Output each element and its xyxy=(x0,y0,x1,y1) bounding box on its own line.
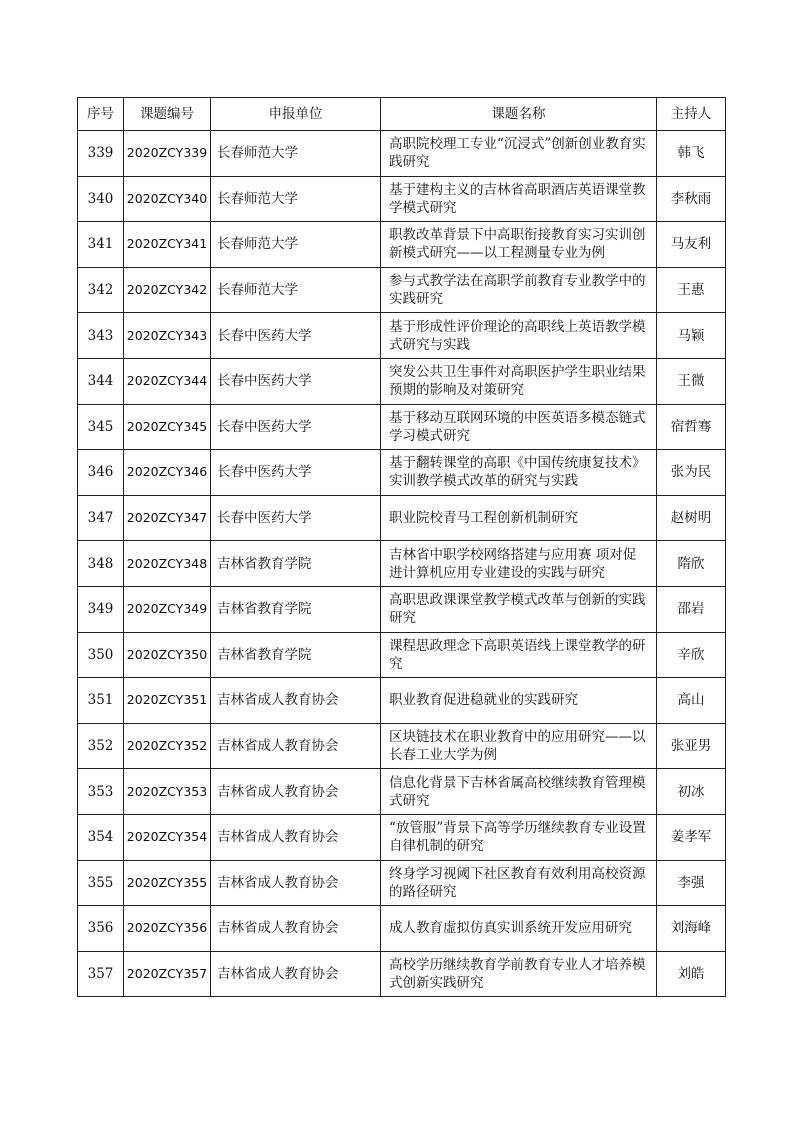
cell-unit: 吉林省教育学院 xyxy=(211,541,381,587)
cell-host: 高山 xyxy=(657,678,726,724)
cell-title: 基于形成性评价理论的高职线上英语教学模式研究与实践 xyxy=(381,313,657,359)
cell-seq: 354 xyxy=(78,814,124,860)
cell-seq: 346 xyxy=(78,450,124,496)
cell-code: 2020ZCY356 xyxy=(124,906,211,952)
cell-seq: 339 xyxy=(78,131,124,177)
table-row xyxy=(78,450,726,496)
cell-title: 课程思政理念下高职英语线上课堂教学的研究 xyxy=(381,632,657,678)
cell-title: 基于建构主义的吉林省高职酒店英语课堂教学模式研究 xyxy=(381,176,657,222)
cell-title: 信息化背景下吉林省属高校继续教育管理模式研究 xyxy=(381,769,657,815)
cell-seq: 349 xyxy=(78,586,124,632)
table-row xyxy=(78,176,726,222)
cell-seq: 353 xyxy=(78,769,124,815)
cell-host: 姜孝军 xyxy=(657,814,726,860)
cell-unit: 吉林省成人教育协会 xyxy=(211,906,381,952)
cell-unit: 长春师范大学 xyxy=(211,267,381,313)
project-table-container xyxy=(77,97,725,997)
cell-unit: 吉林省教育学院 xyxy=(211,632,381,678)
cell-seq: 341 xyxy=(78,222,124,268)
cell-code: 2020ZCY353 xyxy=(124,769,211,815)
cell-code: 2020ZCY345 xyxy=(124,404,211,450)
table-row xyxy=(78,951,726,997)
cell-seq: 344 xyxy=(78,358,124,404)
cell-title: “放管服”背景下高等学历继续教育专业设置自律机制的研究 xyxy=(381,814,657,860)
cell-title: 参与式教学法在高职学前教育专业教学中的实践研究 xyxy=(381,267,657,313)
cell-host: 李秋雨 xyxy=(657,176,726,222)
table-row xyxy=(78,267,726,313)
cell-host: 马颖 xyxy=(657,313,726,359)
header-code: 课题编号 xyxy=(124,98,211,131)
cell-host: 辛欣 xyxy=(657,632,726,678)
cell-unit: 吉林省成人教育协会 xyxy=(211,678,381,724)
table-row xyxy=(78,906,726,952)
cell-unit: 长春师范大学 xyxy=(211,131,381,177)
cell-code: 2020ZCY339 xyxy=(124,131,211,177)
cell-code: 2020ZCY354 xyxy=(124,814,211,860)
cell-title: 成人教育虚拟仿真实训系统开发应用研究 xyxy=(381,906,657,952)
table-row xyxy=(78,814,726,860)
cell-title: 高职院校理工专业“沉浸式”创新创业教育实践研究 xyxy=(381,131,657,177)
cell-seq: 340 xyxy=(78,176,124,222)
cell-unit: 吉林省成人教育协会 xyxy=(211,860,381,906)
header-host: 主持人 xyxy=(657,98,726,131)
cell-title: 突发公共卫生事件对高职医护学生职业结果预期的影响及对策研究 xyxy=(381,358,657,404)
cell-unit: 长春中医药大学 xyxy=(211,495,381,541)
table-row xyxy=(78,404,726,450)
cell-host: 刘海峰 xyxy=(657,906,726,952)
cell-seq: 352 xyxy=(78,723,124,769)
cell-code: 2020ZCY350 xyxy=(124,632,211,678)
cell-host: 王惠 xyxy=(657,267,726,313)
cell-unit: 吉林省成人教育协会 xyxy=(211,723,381,769)
cell-seq: 345 xyxy=(78,404,124,450)
table-body xyxy=(78,131,726,997)
cell-seq: 356 xyxy=(78,906,124,952)
cell-host: 刘皓 xyxy=(657,951,726,997)
cell-title: 区块链技术在职业教育中的应用研究——以长春工业大学为例 xyxy=(381,723,657,769)
cell-unit: 吉林省成人教育协会 xyxy=(211,769,381,815)
cell-unit: 长春师范大学 xyxy=(211,222,381,268)
cell-code: 2020ZCY343 xyxy=(124,313,211,359)
cell-seq: 351 xyxy=(78,678,124,724)
cell-host: 邵岩 xyxy=(657,586,726,632)
table-row xyxy=(78,358,726,404)
header-seq: 序号 xyxy=(78,98,124,131)
cell-unit: 吉林省教育学院 xyxy=(211,586,381,632)
cell-code: 2020ZCY344 xyxy=(124,358,211,404)
cell-seq: 347 xyxy=(78,495,124,541)
cell-title: 职业教育促进稳就业的实践研究 xyxy=(381,678,657,724)
header-unit: 申报单位 xyxy=(211,98,381,131)
cell-title: 基于移动互联网环境的中医英语多模态链式学习模式研究 xyxy=(381,404,657,450)
cell-host: 李强 xyxy=(657,860,726,906)
cell-unit: 长春中医药大学 xyxy=(211,313,381,359)
cell-title: 职教改革背景下中高职衔接教育实习实训创新模式研究——以工程测量专业为例 xyxy=(381,222,657,268)
cell-host: 张为民 xyxy=(657,450,726,496)
cell-code: 2020ZCY347 xyxy=(124,495,211,541)
cell-host: 王微 xyxy=(657,358,726,404)
cell-host: 赵树明 xyxy=(657,495,726,541)
header-title: 课题名称 xyxy=(381,98,657,131)
cell-code: 2020ZCY342 xyxy=(124,267,211,313)
cell-host: 张亚男 xyxy=(657,723,726,769)
header-row xyxy=(78,98,726,131)
cell-code: 2020ZCY351 xyxy=(124,678,211,724)
cell-unit: 长春中医药大学 xyxy=(211,450,381,496)
cell-host: 初冰 xyxy=(657,769,726,815)
table-row xyxy=(78,541,726,587)
cell-title: 高校学历继续教育学前教育专业人才培养模式创新实践研究 xyxy=(381,951,657,997)
cell-unit: 吉林省成人教育协会 xyxy=(211,814,381,860)
table-row xyxy=(78,678,726,724)
table-row xyxy=(78,860,726,906)
cell-title: 吉林省中职学校网络搭建与应用赛 项对促进计算机应用专业建设的实践与研究 xyxy=(381,541,657,587)
cell-seq: 357 xyxy=(78,951,124,997)
cell-host: 宿哲骞 xyxy=(657,404,726,450)
table-row xyxy=(78,222,726,268)
cell-title: 高职思政课课堂教学模式改革与创新的实践研究 xyxy=(381,586,657,632)
cell-host: 隋欣 xyxy=(657,541,726,587)
cell-seq: 355 xyxy=(78,860,124,906)
cell-code: 2020ZCY340 xyxy=(124,176,211,222)
table-row xyxy=(78,586,726,632)
table-row xyxy=(78,723,726,769)
cell-code: 2020ZCY349 xyxy=(124,586,211,632)
cell-host: 韩飞 xyxy=(657,131,726,177)
cell-code: 2020ZCY341 xyxy=(124,222,211,268)
cell-title: 基于翻转课堂的高职《中国传统康复技术》实训教学模式改革的研究与实践 xyxy=(381,450,657,496)
cell-seq: 350 xyxy=(78,632,124,678)
cell-code: 2020ZCY346 xyxy=(124,450,211,496)
cell-unit: 吉林省成人教育协会 xyxy=(211,951,381,997)
table-header xyxy=(78,98,726,131)
cell-title: 终身学习视阈下社区教育有效利用高校资源的路径研究 xyxy=(381,860,657,906)
cell-seq: 348 xyxy=(78,541,124,587)
project-table xyxy=(77,97,726,997)
table-row xyxy=(78,495,726,541)
cell-host: 马友利 xyxy=(657,222,726,268)
cell-code: 2020ZCY355 xyxy=(124,860,211,906)
table-row xyxy=(78,632,726,678)
cell-unit: 长春师范大学 xyxy=(211,176,381,222)
cell-code: 2020ZCY348 xyxy=(124,541,211,587)
cell-title: 职业院校青马工程创新机制研究 xyxy=(381,495,657,541)
cell-code: 2020ZCY352 xyxy=(124,723,211,769)
cell-unit: 长春中医药大学 xyxy=(211,358,381,404)
table-row xyxy=(78,313,726,359)
cell-code: 2020ZCY357 xyxy=(124,951,211,997)
cell-seq: 342 xyxy=(78,267,124,313)
table-row xyxy=(78,131,726,177)
cell-seq: 343 xyxy=(78,313,124,359)
cell-unit: 长春中医药大学 xyxy=(211,404,381,450)
table-row xyxy=(78,769,726,815)
